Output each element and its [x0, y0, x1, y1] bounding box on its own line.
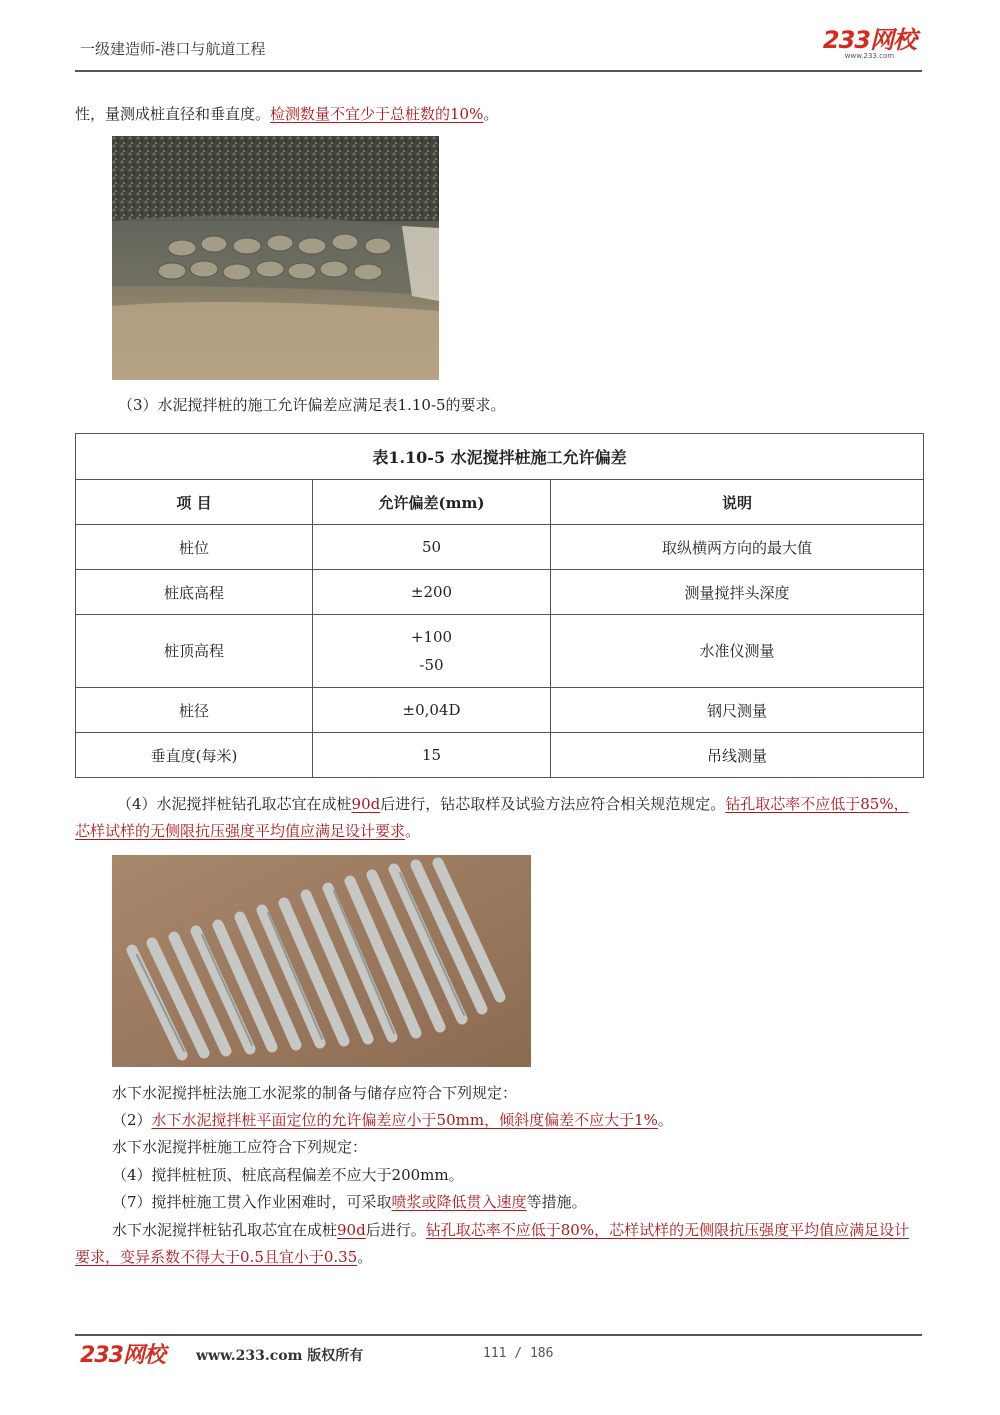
paragraph-penetration — [112, 1189, 960, 1216]
highlight-text: 水下水泥搅拌桩平面定位的允许偏差应小于50mm，倾斜度偏差不应大于1% — [151, 1111, 658, 1129]
text: 等措施。 — [526, 1193, 587, 1211]
text: 后进行，钻芯取样及试验方法应符合相关规范规定。 — [380, 795, 726, 813]
paragraph-underwater-core — [75, 1217, 923, 1271]
table-row — [76, 688, 924, 733]
photo-mixing-piles — [112, 136, 439, 380]
text: （4）水泥搅拌桩钻孔取芯宜在成桩 — [117, 795, 352, 813]
photo-core-samples — [112, 855, 531, 1067]
table-row — [76, 570, 924, 615]
table-cell: 桩底高程 — [76, 570, 313, 615]
highlight-text: 90d — [337, 1221, 366, 1239]
table-header-item: 项 目 — [76, 480, 313, 525]
text: 后进行。 — [365, 1221, 426, 1239]
footer-divider — [75, 1334, 922, 1336]
tolerance-table — [75, 433, 924, 778]
highlight-text: 90d — [351, 795, 381, 813]
document-header-title: 一级建造师-港口与航道工程 — [80, 40, 266, 58]
table-header-note: 说明 — [551, 480, 924, 525]
header-divider — [75, 70, 922, 72]
footer-copyright: www.233.com 版权所有 — [196, 1348, 364, 1364]
paragraph-inspection — [75, 101, 923, 128]
text: （7）搅拌桩施工贯入作业困难时，可采取 — [112, 1193, 392, 1211]
page-number: 111 / 186 — [483, 1346, 554, 1361]
paragraph-slurry-rules: 水下水泥搅拌桩法施工水泥浆的制备与储存应符合下列规定： — [112, 1084, 518, 1102]
text: 。 — [483, 105, 499, 123]
text: 性，量测成桩直径和垂直度。 — [75, 105, 271, 123]
table-cell: 桩顶高程 — [76, 615, 313, 688]
logo-url: www.233.com — [844, 52, 895, 60]
text: （2） — [112, 1111, 152, 1129]
table-header-deviation: 允许偏差(mm) — [313, 480, 551, 525]
highlight-text: 钻孔取芯率不应低于80%，芯样试样的无侧限抗压强度平均值应满足设计要求，变异系数不得大于0.5且宜小于0.35 — [75, 1221, 910, 1266]
paragraph-core-sampling — [75, 791, 923, 845]
table-cell: 50 — [313, 525, 551, 570]
highlight-text: 喷浆或降低贯入速度 — [391, 1193, 527, 1211]
table-cell — [313, 615, 551, 688]
table-cell-line: +100 — [410, 628, 453, 646]
paragraph-positioning — [112, 1107, 960, 1134]
table-row — [76, 525, 924, 570]
table-cell: ±0,04D — [313, 688, 551, 733]
logo-text: 233网校 — [822, 26, 916, 54]
table-cell: 桩径 — [76, 688, 313, 733]
highlight-text: 检测数量不宜少于总桩数的10% — [270, 105, 484, 123]
paragraph-elevation: （4）搅拌桩桩顶、桩底高程偏差不应大于200mm。 — [112, 1166, 464, 1184]
table-cell: 垂直度(每米) — [76, 733, 313, 778]
table-cell: ±200 — [313, 570, 551, 615]
table-cell: 15 — [313, 733, 551, 778]
table-cell: 测量搅拌头深度 — [551, 570, 924, 615]
table-cell: 吊线测量 — [551, 733, 924, 778]
table-row — [76, 733, 924, 778]
brand-logo — [823, 28, 916, 60]
table-cell: 桩位 — [76, 525, 313, 570]
footer-logo: 233网校 — [80, 1343, 165, 1368]
text: 。 — [405, 822, 421, 840]
text: 水下水泥搅拌桩钻孔取芯宜在成桩 — [112, 1221, 338, 1239]
text: 。 — [657, 1111, 673, 1129]
highlight-text: 钻孔取芯率不应低于85%，芯样试样的无侧限抗压强度平均值应满足设计要求 — [75, 795, 909, 840]
table-cell: 钢尺测量 — [551, 688, 924, 733]
table-caption: 表1.10-5 水泥搅拌桩施工允许偏差 — [76, 434, 924, 480]
table-row — [76, 615, 924, 688]
paragraph-construction-rules: 水下水泥搅拌桩施工应符合下列规定： — [112, 1138, 368, 1156]
text: 。 — [357, 1248, 373, 1266]
table-cell: 取纵横两方向的最大值 — [551, 525, 924, 570]
table-cell-line: -50 — [419, 656, 444, 674]
table-cell: 水准仪测量 — [551, 615, 924, 688]
paragraph-table-intro: （3）水泥搅拌桩的施工允许偏差应满足表1.10-5的要求。 — [118, 396, 506, 414]
